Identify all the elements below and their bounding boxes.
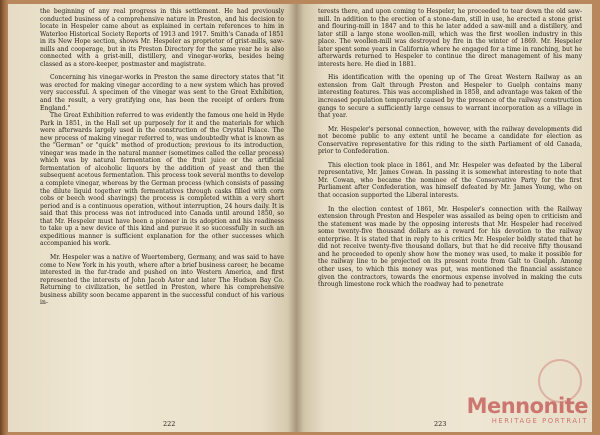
paragraph: Mr. Hespeler was a native of Wuertemberg, Germany, and was said to have come to New York in his youth, where after a brief business career, he became interested in the fur-trade and pushed on into Western America, and first represented the interests of John Jacob Astor and later The Hudson Bay Co. Returning to civilization, he settled in Preston, where his comprehensive business ability soon became apparent in the successful conduct of his various in-: [40, 253, 284, 307]
paragraph: His identification with the opening up of The Great Western Railway as an extension from Galt through Preston and Hespeler to Guelph contains many interesting features. This was accomplished in 1858, and advantage was taken of the increased population temporarily caused by the presence of the railway construction gangs to secure a sufficiently large census to warrant incorporation as a village in that year.: [318, 74, 582, 120]
right-page-text: [318, 8, 582, 289]
left-page-text: [40, 8, 284, 307]
right-page: [296, 4, 592, 432]
paragraph: the beginning of any real progress in this settlement. He had previously conducted business of a comprehensive nature in Preston, and his decision to locate in Hespeler came about as explained in certain references to him in Waterloo Historical Society Reports of 1913 and 1917. Smith's Canada of 1851 in its New Hope section, shows Mr. Hespeler as proprietor of grist-mills, saw-mills and cooperage, but in its Preston Directory for the same year he is also connected with a grist-mill, distillery, and vinegar-works, besides being classed as a store-keeper, postmaster and magistrate.: [40, 8, 284, 68]
paragraph: The Great Exhibition referred to was evidently the famous one held in Hyde Park in 1851, in the Hall set up purposely for it and the materials for which were afterwards largely used in the construction of the Crystal Palace. The new process of making vinegar referred to, was undoubtedly what is known as the "German" or "quick" method of production; previous to its introduction, vinegar was made in the natural manner (sometimes called the cellar process) which was by natural fermentation of the fruit juice or the artificial fermentation of alcoholic liquors by the addition of yeast and then the subsequent acetous fermentation. This process took several months to develop a complete vinegar, whereas by the German process (which consists of passing the dilute liquid together with fermentatives through casks filled with corn cobs or beech wood shavings) the process is completed within a very short period and is a continuous operation, without interruption, 24 hours daily. It is said that this process was not introduced into Canada until around 1850, so that Mr. Hespeler must have been a pioneer in its adoption and his readiness to take up a new device of this kind and pursue it so successfully in such an expeditious manner is sufficient explanation for the other successes which accompanied his work.: [40, 112, 285, 248]
watermark-title: Mennonite: [466, 394, 588, 418]
paragraph: terests there, and upon coming to Hespeler, he proceeded to tear down the old saw-mill. In addition to the erection of a stone-dam, still in use, he erected a stone grist and flouring-mill in 1847 and to this he later added a saw-mill and a distillery, and later still a large stone woollen-mill, which was the first woollen industry in this place. The woollen-mill was destroyed by fire in the winter of 1869. Mr. Hespeler later spent some years in California where he engaged for a time in ranching, but he afterwards returned to Hespeler to continue the direct management of his many interests here. He died in 1881.: [318, 8, 582, 68]
left-page: [8, 4, 296, 432]
paragraph: This election took place in 1861, and Mr. Hespeler was defeated by the Liberal representative, Mr. James Cowan. In passing it is somewhat interesting to note that Mr. Cowan, who became the nominee of the Conservative Party for the first Parliament after Confederation, was himself defeated by Mr. James Young, who on that occasion supported the Liberal interests.: [318, 161, 582, 200]
paragraph: Concerning his vinegar-works in Preston the same directory states that "it was erected for making vinegar according to a new system which has proved very successful. A specimen of the vinegar was sent to the Great Exhibition, and the result, a very gratifying one, has been the receipt of orders from England.": [40, 74, 284, 112]
paragraph: Mr. Hespeler's personal connection, however, with the railway developments did not become public to any extent until he became a candidate for election as Conservative representative for this riding to the sixth Parliament of old Canada, prior to Confederation.: [318, 125, 582, 156]
watermark-subtitle: HERITAGE PORTRAIT: [491, 417, 588, 425]
book-gutter: [288, 4, 304, 432]
paragraph: In the election contest of 1861, Mr. Hespeler's connection with the Railway extension through Preston and Hespeler was assailed as being open to criticism and the statement was made by the opposing interests that Mr. Hespeler had received some twenty-five thousand dollars as a reward for his devotion to the railway enterprise. It is stated that in reply to his critics Mr. Hespeler boldly stated that he did not receive twenty-five thousand dollars, but that he did receive fifty thousand and he proceeded to openly show how the money was used, to make it possible for the railway line to be projected on its present route from Galt to Guelph. Among other uses, to which this money was put, was mentioned the financial assistance given the contractors, towards the enormous expense involved in making the cuts through limestone rock which the roadway had to penetrate: [318, 205, 582, 289]
page-number: 222: [163, 420, 176, 428]
page-number: 223: [434, 420, 447, 428]
